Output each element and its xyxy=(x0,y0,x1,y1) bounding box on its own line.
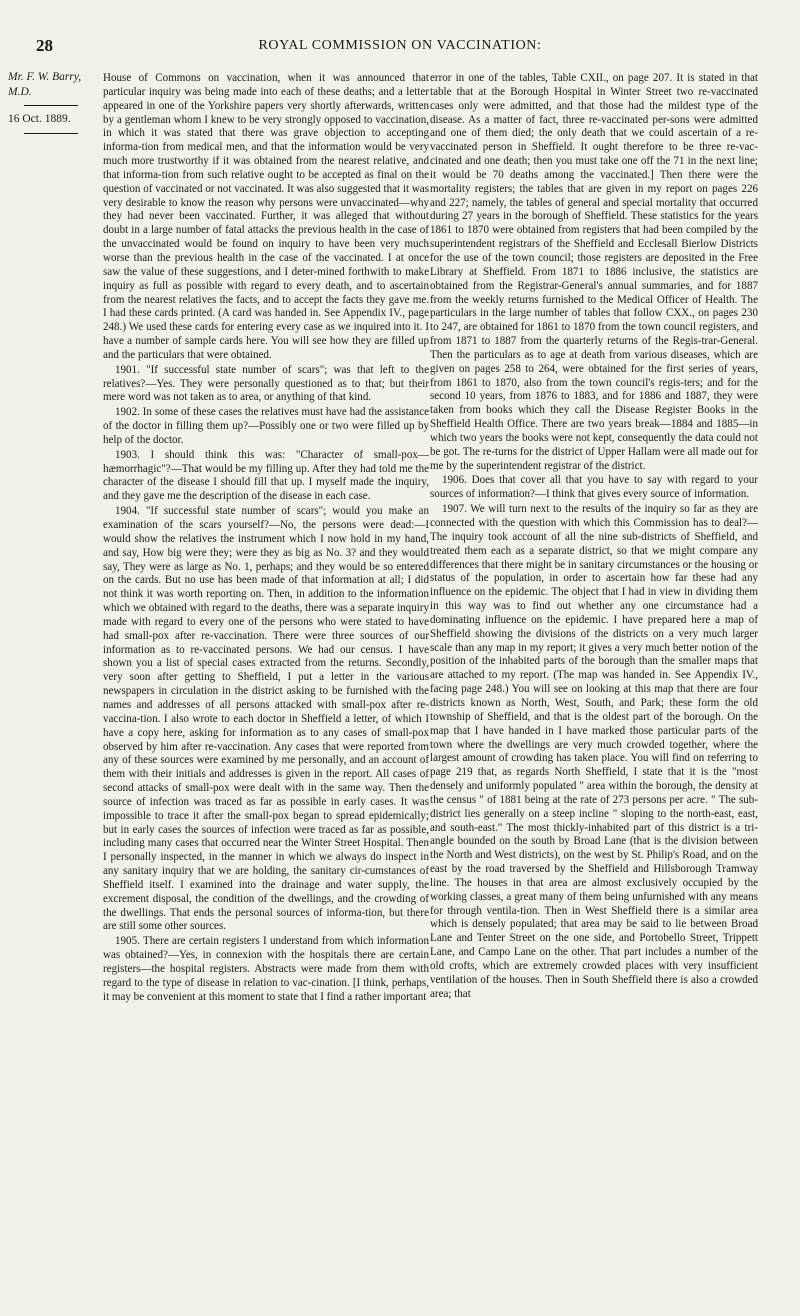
paragraph: error in one of the tables, Table CXII., on page 207. It is stated in that table that at the Borough Hospital in Winter Street two re-vaccinated cases only were admitted, and that those had the mildest type of the disease. As a matter of fact, three re-vaccinated per-sons were admitted and one of them died; the only death that we could ascertain of a re-vaccinated person in Sheffield. It ought therefore to be three re-vac-cinated and one death; then you must take one off the 71 in the next line; it would be 70 deaths among the vaccinated.] Then there were the mortality registers; the tables that are given in my report on pages 226 and 227; namely, the tables of general and special mortality that occurred during 27 years in the borough of Sheffield. These statistics for the years 1861 to 1870 were obtained from registers that had been compiled by the superintendent registrars of the Sheffield and Ecclesall Bierlow Districts for the use of the town council; those registers are deposited in the Free Library at Sheffield. From 1871 to 1886 inclusive, the statistics are obtained from the Registrar-General's annual summaries, and for 1887 from the weekly returns furnished to the Medical Officer of Health. The particulars in the large number of tables that follow CXX., on pages 230 to 247, are obtained for 1861 to 1870 from the town council registers, and from 1871 to 1887 from the quarterly returns of the Regis-trar-General. Then the particulars as to age at death from various diseases, which are given on pages 258 to 264, were obtained for the first series of years, from 1861 to 1870, also from the town council's regis-ters; and for the second 10 years, from 1876 to 1883, and for 1886 and 1887, they were taken from books which they call the Disease Register Books in the Sheffield Health Office. There are two years break—1884 and 1885—in which two years the books were not kept, consequently the data could not be got. The re-turns for the district of Upper Hallam were all made out for me by the superintendent registrar of the district. xyxy=(430,72,758,472)
witness-name: Mr. F. W. Barry, M.D. xyxy=(8,71,82,98)
paragraph: 1903. I should think this was: "Character of small-pox—hæmorrhagic"?—That would be my filling up. After they had told me the character of the disease I should fill that up. I myself made the inquiry, and they gave me the description of the disease in each case. xyxy=(103,448,429,503)
page-number: 28 xyxy=(36,36,53,55)
margin-notes xyxy=(8,70,90,134)
left-column xyxy=(103,72,429,1005)
paragraph: House of Commons on vaccination, when it was announced that particular inquiry was being made into each of these deaths; and a letter appeared in one of the Yorkshire papers very shortly afterwards, written by a gentleman whom I knew to be very strongly opposed to vaccination, in which it was stated that there was grave objection to accepting informa-tion from medical men, and that the information would be very much more trustworthy if it was obtained from the nearest relative, and that informa-tion from such relative ought to be accepted as final on the question of vaccinated or not vaccinated. It was also suggested that it was very desirable to know the reason why persons were unvaccinated—why they had never been vaccinated. Further, it was alleged that without doubt in a large number of fatal attacks the previous health in the case of the unvaccinated would be found on inquiry to have been very much worse than the previous health in the case of the vaccinated. I at once saw the value of these suggestions, and I deter-mined forthwith to make inquiry as full as possible with regard to every death, and to ascertain from the nearest relatives the facts, and to accept the facts they gave me. I had these cards printed. (A card was handed in. See Appendix IV., page 248.) We used these cards for entering every case as we inquired into it. I have a number of sample cards here. You will see how they are filled up and the particulars that were obtained. xyxy=(103,72,429,361)
sitting-date: 16 Oct. 1889. xyxy=(8,113,71,125)
right-column xyxy=(430,72,758,1002)
paragraph: 1906. Does that cover all that you have to say with regard to your sources of information?—I think that gives every source of information. xyxy=(430,474,758,501)
paragraph: 1904. "If successful state number of scars"; would you make an examination of the scars yourself?—No, the persons were dead:—I would show the relatives the instrument which I now hold in my hand, and say, How big were they; were they as big as No. 3? and they would say, They were as large as No. 1, perhaps; and they would be so entered on the cards. But no use has been made of that information at all; I did not think it was worth reporting on. Then, in addition to the information which we obtained with regard to the deaths, there was a separate inquiry made with regard to every one of the persons who were stated to have had small-pox after re-vaccination. There were three sources of our information as to re-vaccinated persons. We had our census. I have shown you a list of special cases extracted from the returns. Secondly, very soon after getting to Sheffield, I put a letter in the various newspapers in circulation in the district asking to be furnished with the names and addresses of all persons attacked with small-pox after re-vaccina-tion. I also wrote to each doctor in Sheffield a letter, of which I have a copy here, asking for information as to any cases of small-pox observed by him after re-vaccination. Any cases that were reported from any of these sources were examined by me personally, and an account of them with their initials and addresses is given in the report. All cases of second attacks of small-pox were dealt with in the same way. Then the source of infection was traced as far as possible in early cases. It was impossible to trace it after the small-pox began to spread epidemically; but in early cases the sources of infection were traced as far as possible, including many cases that occurred near the Winter Street Hospital. Then I personally inspected, in the manner in which we always do inspect in any sanitary inquiry that we are holding, the sanitary cir-cumstances of Sheffield itself. I examined into the drainage and water supply, the excrement disposal, the condition of the dwellings, and the crowding of the dwellings. That ends the personal sources of informa-tion, but there are still some other sources. xyxy=(103,505,429,933)
running-title: ROYAL COMMISSION ON VACCINATION: xyxy=(258,38,542,53)
margin-rule xyxy=(24,133,78,134)
paragraph: 1902. In some of these cases the relatives must have had the assistance of the doctor in filling them up?—Possibly one or two were filled up by help of the doctor. xyxy=(103,406,429,446)
paragraph: 1901. "If successful state number of scars"; was that left to the relatives?—Yes. They were personally questioned as to that; but their mere word was not taken as to area, or anything of that kind. xyxy=(103,363,429,404)
paragraph: 1907. We will turn next to the results of the inquiry so far as they are connected with the question with which this Commission has to deal?—The inquiry took account of all the nine sub-districts of Sheffield, and treated them each as a separate district, so that we might compare any differences that there might be in sanitary circumstances or the housing or status of the population, in order to ascertain how far these had any influence on the epidemic. The object that I had in view in dividing them in this way was to find out whether any one circumstance had a dominating influence on the epidemic. I have prepared here a map of Sheffield showing the divisions of the districts on a very much larger scale than any map in my report; it gives a very much better notion of the position of the inhabited parts of the borough than the smaller maps that are attached to my report. (The map was handed in. See Appendix IV., facing page 248.) You will see on looking at this map that there are four districts known as North, West, South, and Park; these form the old township of Sheffield, and that is the oldest part of the borough. On the map that I have handed in I have marked those particular parts of the town where the dwellings are very much crowded together, where the largest amount of crowding has taken place. You will find on referring to page 219 that, as regards North Sheffield, I state that it is the "most densely and uniformly populated " area within the borough, the density at the census " of 1881 being at the rate of 273 persons per acre. " The sub-district lies generally on a steep incline " sloping to the north-east, east, and south-east." The most thickly-inhabited part of this district is a tri-angle bounded on the south by Broad Lane (that is the division between the North and West districts), on the west by St. Philip's Road, and on the east by the road traversed by the Sheffield and Hillsborough Tramway line. The houses in that area are almost exclusively occupied by the working classes, a great many of them being unfurnished with any means for through ventila-tion. Then in West Sheffield there is a similar area which is densely populated; that area may be said to lie between Broad Lane and Tenter Street on the one side, and Portobello Street, Trippett Lane, and Campo Lane on the other. That part includes a number of the old crofts, which are extremely crowded places with very insufficient ventilation of the houses. Then in South Sheffield there is also a crowded area; that xyxy=(430,503,758,1000)
paragraph: 1905. There are certain registers I understand from which information was obtained?—Yes, in connexion with the hospitals there are certain registers—the hospital registers. Abstracts were made from them with regard to the type of disease in relation to vac-cination. [I think, perhaps, it may be convenient at this moment to state that I find a rather important xyxy=(103,935,429,1003)
margin-rule xyxy=(24,105,78,106)
